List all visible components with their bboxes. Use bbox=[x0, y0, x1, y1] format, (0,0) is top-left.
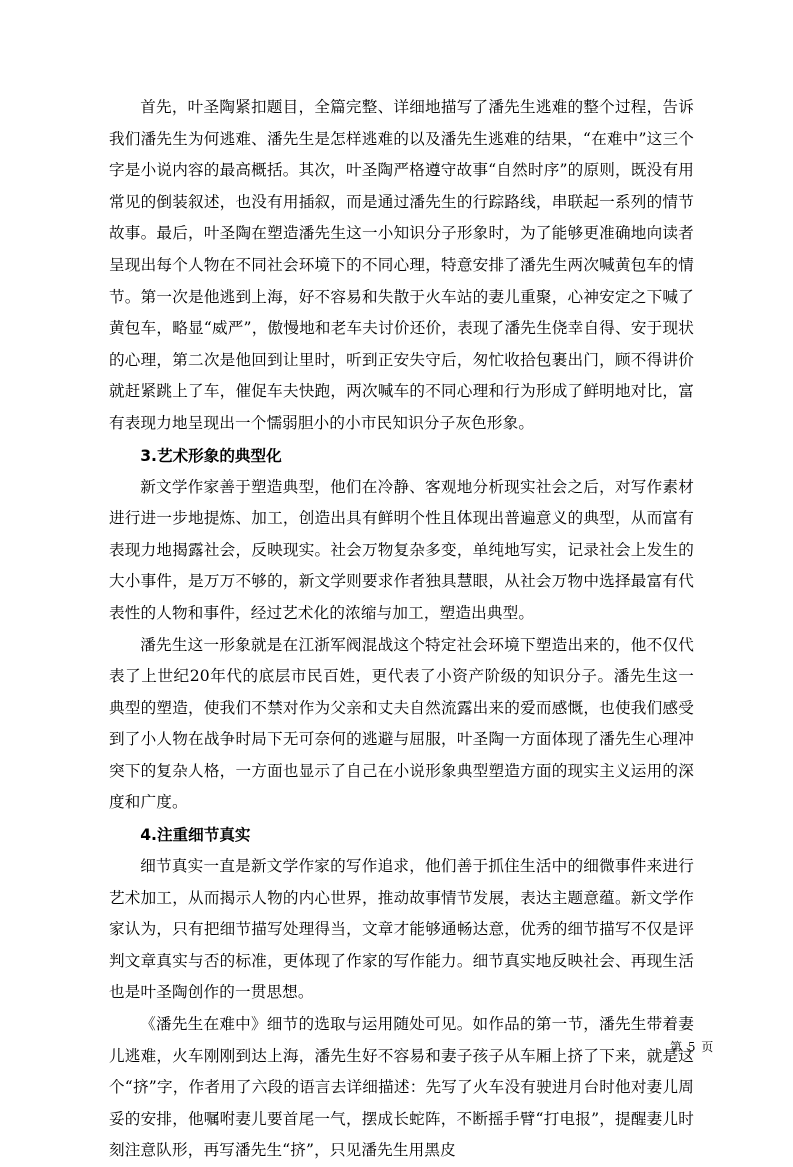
paragraph-detail-truth: 细节真实一直是新文学作家的写作追求，他们善于抓住生活中的细微事件来进行艺术加工，从而揭示人物的内心世界，推动故事情节发展，表达主题意蕴。新文学作家认为，只有把细节描写处理得当，文章才能够通畅达意，优秀的细节描写不仅是评判文章真实与否的标准，更体现了作家的写作能力。细节真实地反映社会、再现生活也是叶圣陶创作的一贯思想。 bbox=[109, 857, 694, 1002]
page-body bbox=[109, 92, 694, 1167]
paragraph-summary: 首先，叶圣陶紧扣题目，全篇完整、详细地描写了潘先生逃难的整个过程，告诉我们潘先生为何逃难、潘先生是怎样逃难的以及潘先生逃难的结果，“在难中”这三个字是小说内容的最高概括。其次，叶圣陶严格遵守故事“自然时序”的原则，既没有用常见的倒装叙述，也没有用插叙，而是通过潘先生的行踪路线，串联起一系列的情节故事。最后，叶圣陶在塑造潘先生这一小知识分子形象时，为了能够更准确地向读者呈现出每个人物在不同社会环境下的不同心理，特意安排了潘先生两次喊黄包车的情节。第一次是他逃到上海，好不容易和失散于火车站的妻儿重聚，心神安定之下喊了黄包车，略显“威严”，傲慢地和老车夫讨价还价，表现了潘先生侥幸自得、安于现状的心理，第二次是他回到让里时，听到正安失守后，匆忙收拾包裹出门，顾不得讲价就赶紧跳上了车，催促车夫快跑，两次喊车的不同心理和行为形成了鲜明地对比，富有表现力地呈现出一个懦弱胆小的小市民知识分子灰色形象。 bbox=[109, 98, 694, 432]
paragraph-typification-intro: 新文学作家善于塑造典型，他们在冷静、客观地分析现实社会之后，对写作素材进行进一步地提炼、加工，创造出具有鲜明个性且体现出普遍意义的典型，从而富有表现力地揭露社会，反映现实。社会万物复杂多变，单纯地写实，记录社会上发生的大小事件，是万万不够的，新文学则要求作者独具慧眼，从社会万物中选择最富有代表性的人物和事件，经过艺术化的浓缩与加工，塑造出典型。 bbox=[109, 477, 694, 622]
section-heading-4: 4.注重细节真实 bbox=[140, 826, 251, 845]
page-number: 第 5 页 bbox=[670, 1040, 715, 1054]
paragraph-detail-example: 《潘先生在难中》细节的选取与运用随处可见。如作品的第一节，潘先生带着妻儿逃难，火车刚刚到达上海，潘先生好不容易和妻子孩子从车厢上挤了下来，就是这个“挤”字，作者用了六段的语言去详细描述：先写了火车没有驶进月台时他对妻儿周妥的安排，他嘱咐妻儿要首尾一气，摆成长蛇阵，不断摇手臂“打电报”，提醒妻儿时刻注意队形，再写潘先生“挤”，只见潘先生用黑皮 bbox=[109, 1015, 694, 1160]
paragraph-pan-image: 潘先生这一形象就是在江浙军阀混战这个特定社会环境下塑造出来的，他不仅代表了上世纪20年代的底层市民百姓，更代表了小资产阶级的知识分子。潘先生这一典型的塑造，使我们不禁对作为父亲和丈夫自然流露出来的爱而感慨，也使我们感受到了小人物在战争时局下无可奈何的逃避与屈服，叶圣陶一方面体现了潘先生心理冲突下的复杂人格，一方面也显示了自己在小说形象典型塑造方面的现实主义运用的深度和广度。 bbox=[109, 635, 694, 812]
section-heading-3: 3.艺术形象的典型化 bbox=[140, 446, 282, 465]
